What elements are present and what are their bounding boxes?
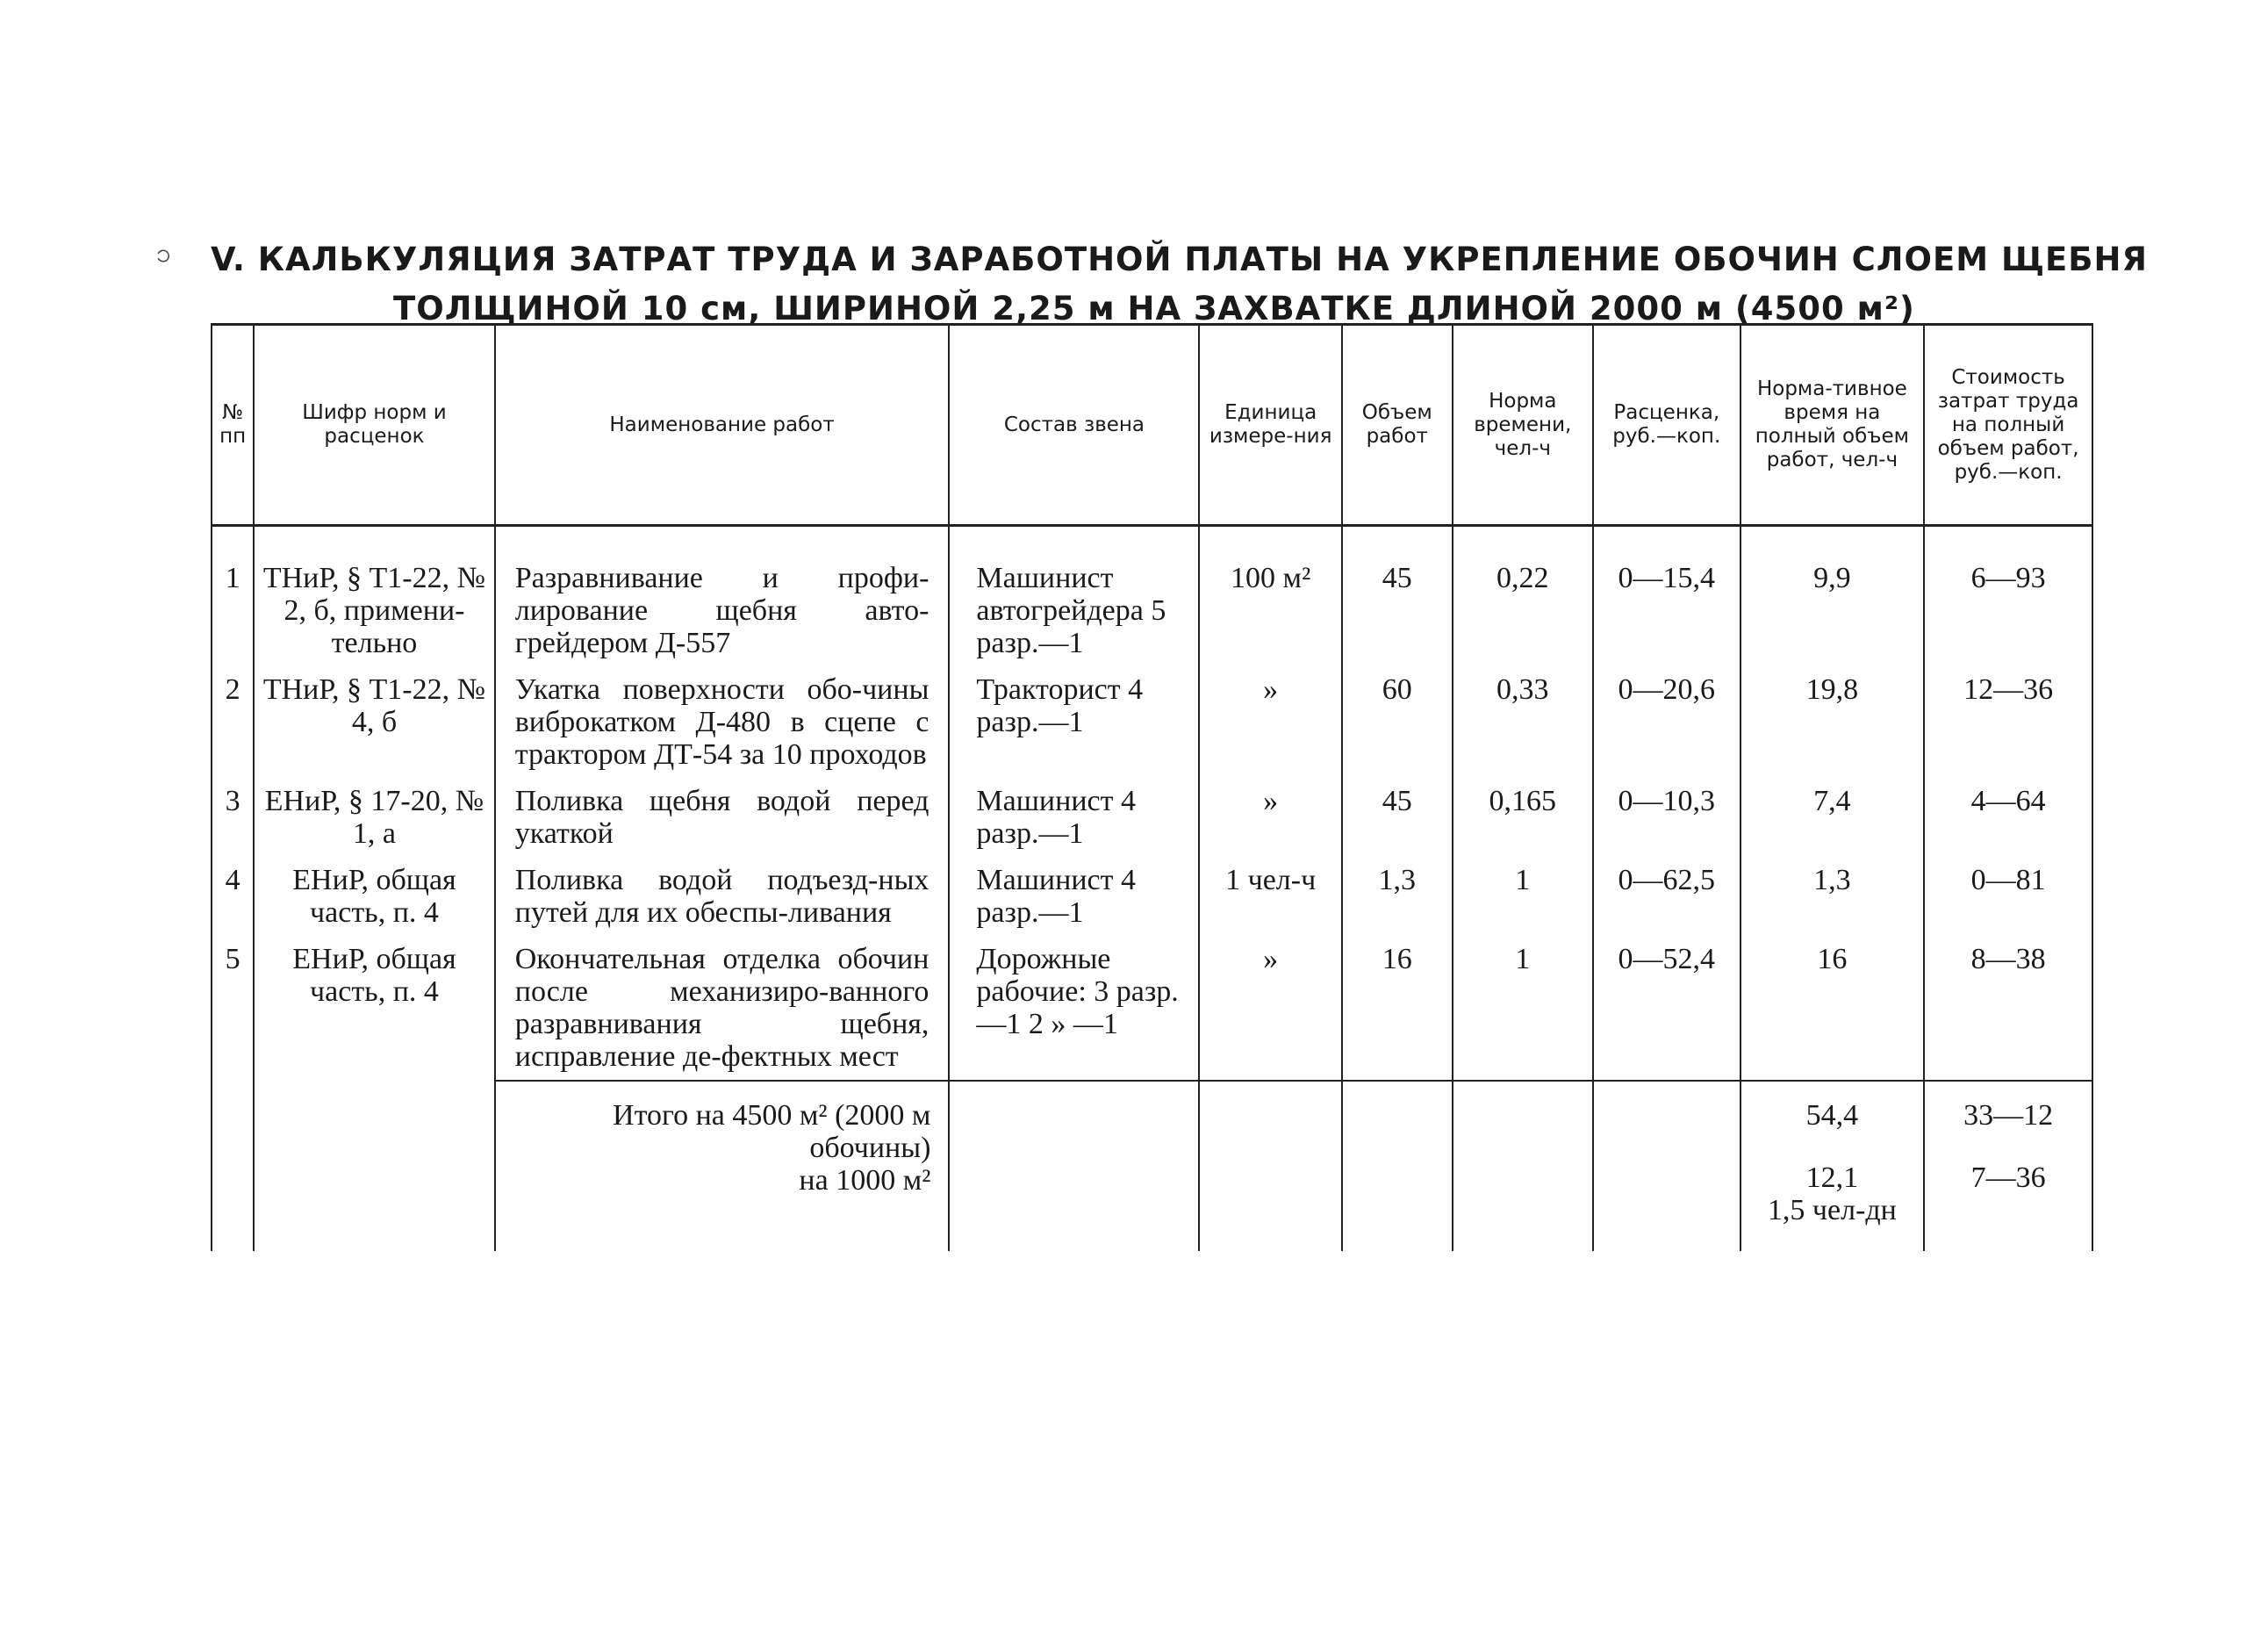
row-crew: Тракторист 4 разр.—1 bbox=[949, 666, 1199, 778]
row-code: ЕНиР, общая часть, п. 4 bbox=[254, 857, 495, 936]
row-unit: » bbox=[1199, 936, 1341, 1081]
row-crew: Дорожные рабочие: 3 разр.—1 2 » —1 bbox=[949, 936, 1199, 1081]
header-time: Норма-тивное время на полный объем работ, чел-ч bbox=[1740, 325, 1925, 526]
row-work: Разравнивание и профи-лирование щебня авто-грейдером Д-557 bbox=[495, 526, 950, 667]
row-code: ТНиР, § Т1-22, № 2, б, примени-тельно bbox=[254, 526, 495, 667]
row-num: 1 bbox=[212, 526, 254, 667]
row-rate: 0—10,3 bbox=[1593, 778, 1740, 857]
row-time: 16 bbox=[1740, 936, 1925, 1081]
time-per-1000: 12,1 bbox=[1805, 1161, 1859, 1194]
row-time: 7,4 bbox=[1740, 778, 1925, 857]
row-code: ЕНиР, § 17-20, № 1, а bbox=[254, 778, 495, 857]
row-rate: 0—20,6 bbox=[1593, 666, 1740, 778]
row-unit: » bbox=[1199, 778, 1341, 857]
row-cost: 6—93 bbox=[1924, 526, 2092, 667]
row-num: 3 bbox=[212, 778, 254, 857]
header-crew: Состав звена bbox=[949, 325, 1199, 526]
row-num: 4 bbox=[212, 857, 254, 936]
row-crew: Машинист 4 разр.—1 bbox=[949, 857, 1199, 936]
cost-per-1000: 7—36 bbox=[1970, 1161, 2046, 1194]
header-work: Наименование работ bbox=[495, 325, 950, 526]
row-time: 1,3 bbox=[1740, 857, 1925, 936]
header-cost: Стоимость затрат труда на полный объем работ, руб.—коп. bbox=[1924, 325, 2092, 526]
time-total: 54,4 bbox=[1805, 1099, 1859, 1132]
header-rate: Расценка, руб.—коп. bbox=[1593, 325, 1740, 526]
row-norm: 0,22 bbox=[1453, 526, 1593, 667]
header-norm: Норма времени, чел-ч bbox=[1453, 325, 1593, 526]
row-time: 19,8 bbox=[1740, 666, 1925, 778]
cost-total: 33—12 bbox=[1963, 1099, 2054, 1132]
row-volume: 45 bbox=[1342, 526, 1453, 667]
row-work: Поливка водой подъезд-ных путей для их обеспы-ливания bbox=[495, 857, 950, 936]
row-code: ЕНиР, общая часть, п. 4 bbox=[254, 936, 495, 1081]
table-row bbox=[212, 666, 2092, 778]
table-row bbox=[212, 526, 2092, 667]
header-volume: Объем работ bbox=[1342, 325, 1453, 526]
row-work: Поливка щебня водой перед укаткой bbox=[495, 778, 950, 857]
row-rate: 0—62,5 bbox=[1593, 857, 1740, 936]
row-num: 5 bbox=[212, 936, 254, 1081]
totals-label: Итого на 4500 м² (2000 м обочины) bbox=[613, 1099, 931, 1164]
totals-row bbox=[212, 1081, 2092, 1251]
row-volume: 45 bbox=[1342, 778, 1453, 857]
totals-cost-cell bbox=[1924, 1081, 2092, 1251]
header-code: Шифр норм и расценок bbox=[254, 325, 495, 526]
table-row bbox=[212, 778, 2092, 857]
row-code: ТНиР, § Т1-22, № 4, б bbox=[254, 666, 495, 778]
table-row bbox=[212, 936, 2092, 1081]
row-cost: 8—38 bbox=[1924, 936, 2092, 1081]
row-unit: » bbox=[1199, 666, 1341, 778]
row-crew: Машинист 4 разр.—1 bbox=[949, 778, 1199, 857]
time-per-1000-days: 1,5 чел-дн bbox=[1767, 1194, 1897, 1226]
row-volume: 60 bbox=[1342, 666, 1453, 778]
row-cost: 0—81 bbox=[1924, 857, 2092, 936]
row-volume: 16 bbox=[1342, 936, 1453, 1081]
row-rate: 0—52,4 bbox=[1593, 936, 1740, 1081]
header-row bbox=[212, 325, 2092, 526]
row-norm: 0,165 bbox=[1453, 778, 1593, 857]
row-work: Окончательная отделка обочин после механизиро-ванного разравнивания щебня, исправление де-фектных мест bbox=[495, 936, 950, 1081]
totals-label-cell bbox=[495, 1081, 950, 1251]
per-1000-label: на 1000 м² bbox=[799, 1164, 931, 1197]
header-unit: Единица измере-ния bbox=[1199, 325, 1341, 526]
row-num: 2 bbox=[212, 666, 254, 778]
row-unit: 100 м² bbox=[1199, 526, 1341, 667]
row-rate: 0—15,4 bbox=[1593, 526, 1740, 667]
title-line-2: ТОЛЩИНОЙ 10 см, ШИРИНОЙ 2,25 м НА ЗАХВАТКЕ ДЛИНОЙ 2000 м (4500 м²) bbox=[393, 290, 1915, 327]
row-crew: Машинист автогрейдера 5 разр.—1 bbox=[949, 526, 1199, 667]
row-work: Укатка поверхности обо-чины виброкатком Д-480 в сцепе с трактором ДТ-54 за 10 проходов bbox=[495, 666, 950, 778]
row-cost: 4—64 bbox=[1924, 778, 2092, 857]
document-title bbox=[211, 235, 2148, 334]
row-norm: 0,33 bbox=[1453, 666, 1593, 778]
row-norm: 1 bbox=[1453, 936, 1593, 1081]
title-line-1: V. КАЛЬКУЛЯЦИЯ ЗАТРАТ ТРУДА И ЗАРАБОТНОЙ ПЛАТЫ НА УКРЕПЛЕНИЕ ОБОЧИН СЛОЕМ ЩЕБНЯ bbox=[211, 241, 2148, 278]
totals-time-cell bbox=[1740, 1081, 1925, 1251]
row-volume: 1,3 bbox=[1342, 857, 1453, 936]
calculation-table bbox=[211, 323, 2093, 1251]
row-cost: 12—36 bbox=[1924, 666, 2092, 778]
header-num: № пп bbox=[212, 325, 254, 526]
table-row bbox=[212, 857, 2092, 936]
row-time: 9,9 bbox=[1740, 526, 1925, 667]
row-norm: 1 bbox=[1453, 857, 1593, 936]
page-mark: ၥ bbox=[156, 239, 171, 268]
row-unit: 1 чел-ч bbox=[1199, 857, 1341, 936]
